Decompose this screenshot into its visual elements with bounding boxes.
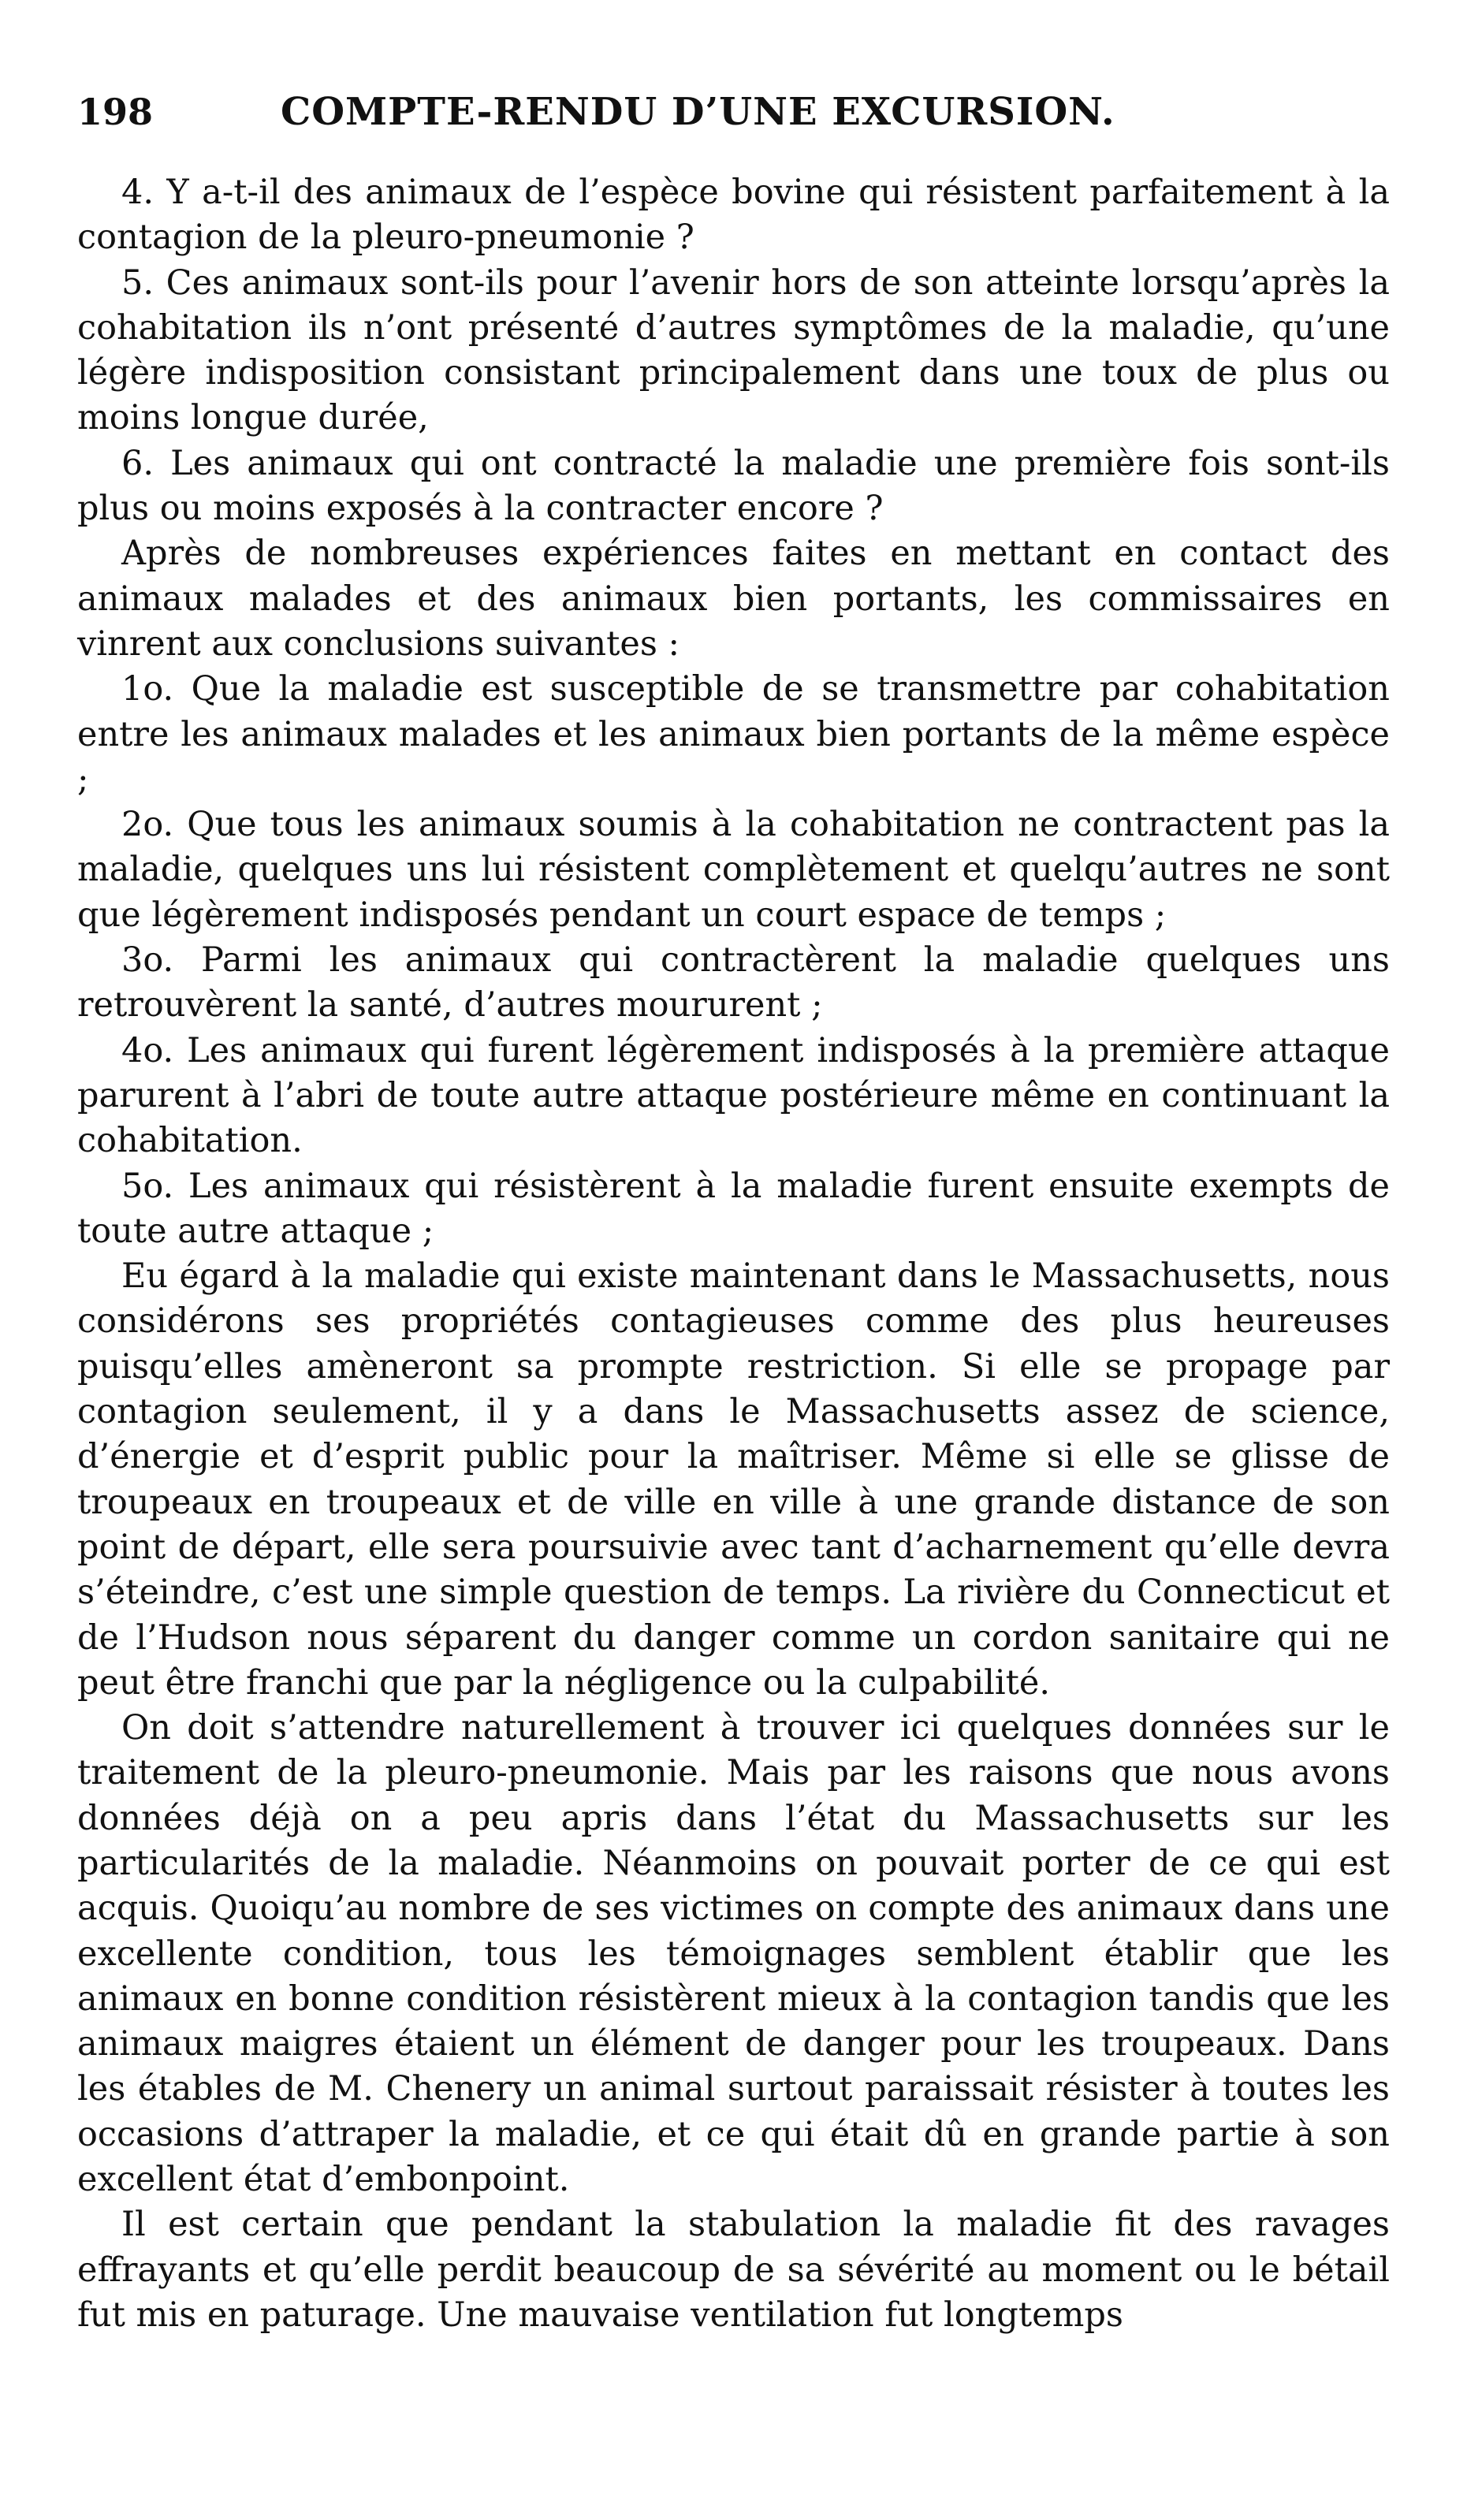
page-header: [77, 88, 1390, 145]
question-6: 6. Les animaux qui ont contracté la maladie une première fois sont-ils plus ou moins exposés à la contracter encore ?: [77, 443, 1390, 529]
treatment-paragraph: On doit s’attendre naturellement à trouver ici quelques données sur le traitement de la pleuro-pneumonie. Mais par les raisons que nous avons données déjà on a peu apris dans l’état du Massachusetts sur les particularités de la maladie. Néanmoins on pouvait porter de ce qui est acquis. Quoiqu’au nombre de ses victimes on compte des animaux dans une excellente condition, tous les témoignages semblent établir que les animaux en bonne condition résistèrent mieux à la contagion tandis que les animaux maigres étaient un élément de danger pour les troupeaux. Dans les étables de M. Chenery un animal surtout paraissait résister à toutes les occasions d’attraper la maladie, et ce qui était dû en grande partie à son excellent état d’embonpoint.: [77, 1708, 1390, 2200]
running-title: COMPTE-RENDU D’UNE EXCURSION.: [281, 90, 1115, 134]
stabulation-paragraph: Il est certain que pendant la stabulation la maladie fit des ravages effrayants et qu’elle perdit beaucoup de sa sévérité au moment ou le bétail fut mis en paturage. Une mauvaise ventilation fut longtemps: [77, 2205, 1390, 2335]
conclusion-2: 2o. Que tous les animaux soumis à la cohabitation ne contractent pas la maladie, quelques uns lui résistent complètement et quelqu’autres ne sont que légèrement indisposés pendant un court espace de temps ;: [77, 805, 1390, 935]
conclusion-1: 1o. Que la maladie est susceptible de se transmettre par cohabitation entre les animaux malades et les animaux bien portants de la même espèce ;: [77, 669, 1390, 799]
conclusion-4: 4o. Les animaux qui furent légèrement indisposés à la première attaque parurent à l’abri de toute autre attaque postérieure même en continuant la cohabitation.: [77, 1030, 1390, 1161]
conclusion-3: 3o. Parmi les animaux qui contractèrent la maladie quelques uns retrouvèrent la santé, d’autres moururent ;: [77, 940, 1390, 1025]
page-number: 198: [77, 91, 154, 133]
body-text: [77, 170, 1390, 2338]
question-5: 5. Ces animaux sont-ils pour l’avenir hors de son atteinte lorsqu’après la cohabitation ils n’ont présenté d’autres symptômes de la maladie, qu’une légère indisposition consistant principalement dans une toux de plus ou moins longue durée,: [77, 262, 1390, 438]
experiments-intro-paragraph: Après de nombreuses expériences faites en mettant en contact des animaux malades et des animaux bien portants, les commissaires en vinrent aux conclusions suivantes :: [77, 534, 1390, 664]
conclusion-5: 5o. Les animaux qui résistèrent à la maladie furent ensuite exempts de toute autre attaque ;: [77, 1166, 1390, 1251]
massachusetts-paragraph: Eu égard à la maladie qui existe maintenant dans le Massachusetts, nous considérons ses propriétés contagieuses comme des plus heureuses puisqu’elles amèneront sa prompte restriction. Si elle se propage par contagion seulement, il y a dans le Massachusetts assez de science, d’énergie et d’esprit public pour la maîtriser. Même si elle se glisse de troupeaux en troupeaux et de ville en ville à une grande distance de son point de départ, elle sera poursuivie avec tant d’acharnement qu’elle devra s’éteindre, c’est une simple question de temps. La rivière du Connecticut et de l’Hudson nous séparent du danger comme un cordon sanitaire qui ne peut être franchi que par la négligence ou la culpabilité.: [77, 1256, 1390, 1703]
book-page: [77, 88, 1390, 2485]
question-4: 4. Y a-t-il des animaux de l’espèce bovine qui résistent parfaitement à la contagion de la pleuro-pneumonie ?: [77, 173, 1390, 258]
